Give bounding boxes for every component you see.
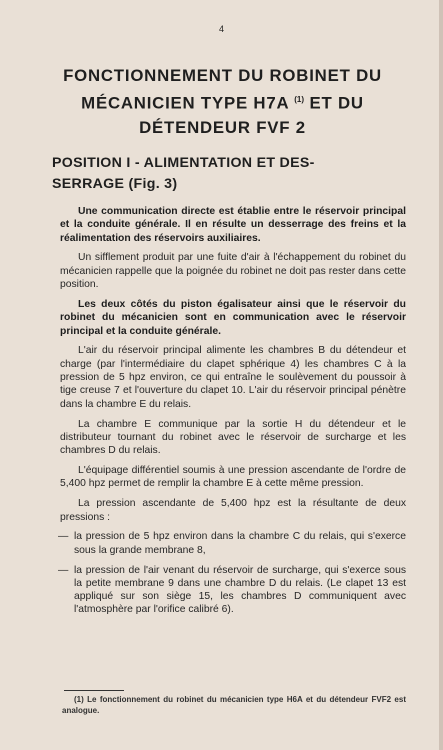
paragraph: Un sifflement produit par une fuite d'air à l'échappement du robinet du mécanicien rappelle que la poignée du robinet ne doit pas rester dans cette position. xyxy=(60,252,406,291)
paragraph: L'air du réservoir principal alimente les chambres B du détendeur et charge (par l'intermédiaire du clapet sphérique 4) les chambres C à la pression de 5 hpz environ, ce qui entraîne le soulèvement du poussoir à tige creuse 7 et l'ouverture du clapet 10. L'air du réservoir principal pénètre dans la chambre E du relais. xyxy=(60,345,406,410)
paragraph: L'équipage différentiel soumis à une pression ascendante de l'ordre de 5,400 hpz permet de remplir la chambre E à cette même pression. xyxy=(60,465,406,490)
list-item xyxy=(58,530,406,557)
list-item-text: la pression de l'air venant du réservoir de surcharge, qui s'exerce sous la petite membrane 9 dans une chambre D du relais. (Le clapet 13 est appliqué sur son siège 15, les chambres D communiquent avec l'atmosphère par l'orifice calibré 6). xyxy=(74,564,406,616)
footnote-ref: (1) xyxy=(294,95,305,104)
page-edge xyxy=(439,0,443,750)
paragraph: La pression ascendante de 5,400 hpz est la résultante de deux pressions : xyxy=(60,498,406,523)
list-marker: — xyxy=(58,564,69,576)
body-text xyxy=(60,205,406,623)
paragraph: Une communication directe est établie entre le réservoir principal et la conduite générale. Il en résulte un desserrage des freins et la réalimentation des réservoirs auxiliaires. xyxy=(60,206,406,244)
title-line-2-start: MÉCANICIEN TYPE H7A xyxy=(81,93,289,113)
section-heading xyxy=(52,153,404,195)
footnote: (1) Le fonctionnement du robinet du mécanicien type H6A et du détendeur FVF2 est analogue. xyxy=(62,695,406,715)
section-line-1: POSITION I - ALIMENTATION ET DES- xyxy=(52,155,315,171)
title-line-2 xyxy=(40,88,405,116)
page-number: 4 xyxy=(218,24,224,34)
title-line-2-end: ET DU xyxy=(309,93,364,113)
list-item xyxy=(58,564,406,617)
list-marker: — xyxy=(58,531,69,543)
footnote-rule xyxy=(64,690,124,691)
section-line-2: SERRAGE (Fig. 3) xyxy=(52,176,178,192)
title-line-1: FONCTIONNEMENT DU ROBINET DU xyxy=(63,66,382,85)
title-line-3: DÉTENDEUR FVF 2 xyxy=(139,117,306,137)
paragraph: Les deux côtés du piston égalisateur ainsi que le réservoir du robinet du mécanicien sont en communication avec le réservoir principal et la conduite générale. xyxy=(60,298,406,337)
list-item-text: la pression de 5 hpz environ dans la chambre C du relais, qui s'exerce sous la grande membrane 8, xyxy=(74,531,406,556)
chapter-title xyxy=(40,64,405,140)
paragraph: La chambre E communique par la sortie H du détendeur et le distributeur tournant du robinet avec le réservoir de surcharge et les chambres D du relais. xyxy=(60,418,406,457)
